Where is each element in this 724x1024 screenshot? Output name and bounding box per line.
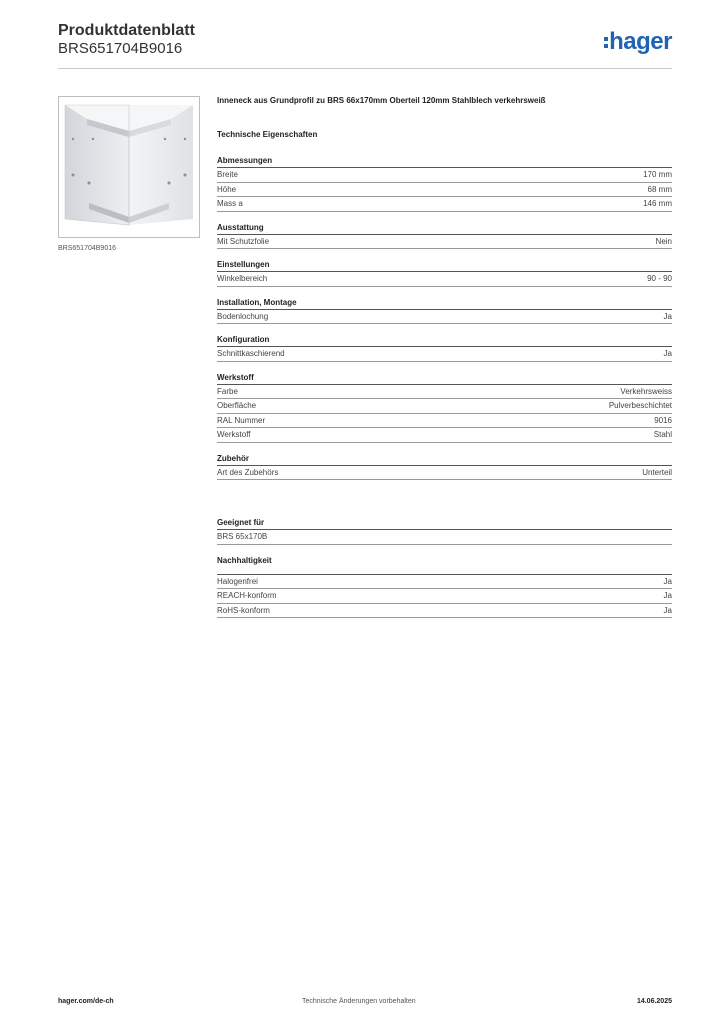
spec-row (217, 466, 672, 481)
spec-value: Ja (663, 311, 672, 321)
section-title: Konfiguration (217, 334, 672, 347)
spec-label: Höhe (217, 184, 237, 194)
spec-label: Bodenlochung (217, 311, 269, 321)
spec-label: Oberfläche (217, 401, 257, 410)
product-image (58, 96, 200, 238)
section-title: Installation, Montage (217, 297, 672, 310)
spec-value: Nein (655, 236, 672, 246)
footer-notice: Technische Änderungen vorbehalten (302, 998, 416, 1005)
spec-row (217, 385, 672, 400)
logo-dots-icon (604, 34, 608, 51)
section-title: Werkstoff (217, 372, 672, 385)
spec-value: 170 mm (643, 170, 672, 179)
spec-value: Ja (663, 349, 672, 358)
spec-row (217, 168, 672, 183)
section-title: Zubehör (217, 453, 672, 466)
logo-text: hager (609, 28, 672, 55)
product-description: Inneneck aus Grundprofil zu BRS 66x170mm Oberteil 120mm Stahlblech verkehrsweiß (217, 96, 546, 105)
spec-row (217, 235, 672, 250)
footer-date: 14.06.2025 (636, 998, 672, 1005)
section-installation (217, 297, 672, 325)
header-divider (58, 68, 672, 69)
spec-value: Pulverbeschichtet (608, 401, 672, 410)
hager-logo[interactable] (604, 28, 672, 56)
section-title: Nachhaltigkeit (217, 555, 672, 575)
spec-label: REACH-konform (217, 591, 277, 600)
product-photo-inner-corner-icon (59, 97, 199, 237)
spec-label: Mit Schutzfolie (217, 236, 270, 246)
product-code: BRS651704B9016 (58, 40, 183, 57)
spec-label: BRS 65x170B (217, 532, 268, 541)
spec-label: Halogenfrei (217, 576, 258, 586)
spec-label: RAL Nummer (217, 415, 266, 425)
spec-value: Ja (663, 605, 672, 615)
section-title: Abmessungen (217, 155, 672, 168)
section-title: Ausstattung (217, 222, 672, 235)
spec-value: Stahl (653, 430, 672, 439)
spec-value: 146 mm (643, 199, 672, 208)
section-geeignet-fuer (217, 517, 672, 545)
spec-row (217, 310, 672, 325)
spec-label: Mass a (217, 199, 243, 208)
section-title: Einstellungen (217, 259, 672, 272)
section-konfiguration (217, 334, 672, 362)
spec-label: Art des Zubehörs (217, 467, 279, 477)
section-nachhaltigkeit (217, 555, 672, 619)
image-caption: BRS651704B9016 (58, 245, 116, 252)
spec-row (217, 414, 672, 429)
spec-row (217, 399, 672, 414)
spec-value: 9016 (654, 415, 672, 425)
spec-label: RoHS-konform (217, 605, 270, 615)
section-title: Geeignet für (217, 517, 672, 530)
spec-row (217, 347, 672, 362)
section-abmessungen (217, 155, 672, 212)
spec-value: Ja (663, 591, 672, 600)
document-title: Produktdatenblatt (58, 22, 195, 39)
spec-row (217, 428, 672, 443)
spec-content (217, 96, 672, 618)
spec-label: Breite (217, 170, 238, 179)
section-ausstattung (217, 222, 672, 250)
spec-row (217, 575, 672, 590)
section-werkstoff (217, 372, 672, 443)
spec-value: 68 mm (647, 184, 672, 194)
section-zubehoer (217, 453, 672, 481)
spec-value: Verkehrsweiss (620, 386, 672, 396)
spec-label: Werkstoff (217, 430, 251, 439)
section-einstellungen (217, 259, 672, 287)
spec-row (217, 272, 672, 287)
footer-website-link[interactable]: hager.com/de-ch (58, 998, 114, 1005)
spec-label: Schnittkaschierend (217, 349, 285, 358)
spec-label: Winkelbereich (217, 274, 268, 283)
spec-value: Ja (663, 576, 672, 586)
spec-row (217, 589, 672, 604)
spec-label: Farbe (217, 386, 238, 396)
technical-heading: Technische Eigenschaften (217, 130, 318, 139)
spec-value: 90 - 90 (647, 274, 672, 283)
spec-row (217, 604, 672, 619)
spec-value: Unterteil (642, 467, 672, 477)
spec-row (217, 197, 672, 212)
spec-row (217, 530, 672, 545)
spec-row (217, 183, 672, 198)
